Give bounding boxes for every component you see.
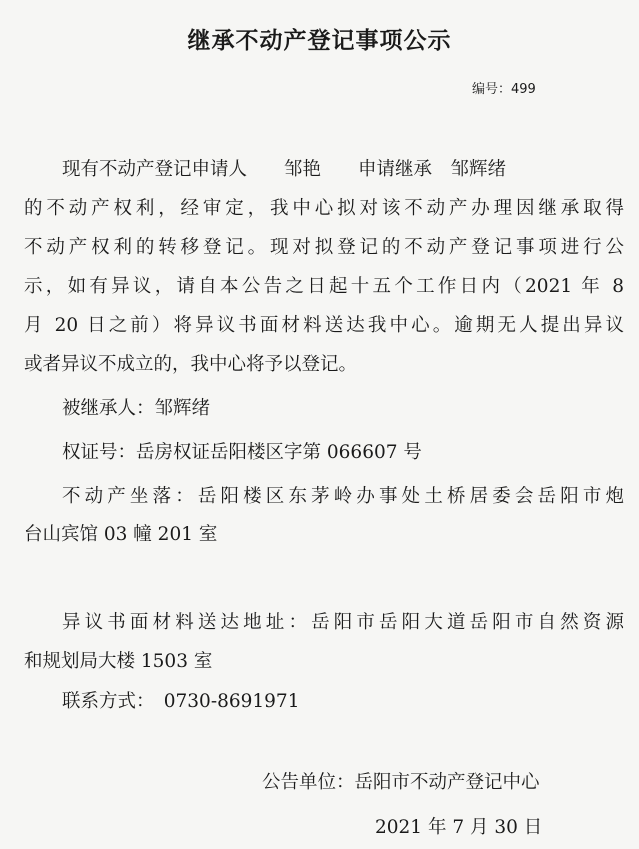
objection-address-line-2: 和规划局大楼 1503 室 (24, 651, 213, 672)
property-location-line-2: 台山宾馆 03 幢 201 室 (24, 524, 218, 545)
decedent-line: 被继承人：邹辉绪 (62, 398, 211, 419)
document-title: 继承不动产登记事项公示 (187, 28, 452, 54)
document-number: 编号：499 (472, 82, 536, 97)
body-line-6: 或者异议不成立的，我中心将予以登记。 (24, 354, 358, 375)
body-line-3: 不动产权利的转移登记。现对拟登记的不动产登记事项进行公 (24, 237, 624, 258)
contact-line: 联系方式： 0730-8691971 (62, 691, 300, 712)
property-location-line-1: 不动产坐落：岳阳楼区东茅岭办事处土桥居委会岳阳市炮 (62, 486, 624, 507)
body-line-4: 示，如有异议，请自本公告之日起十五个工作日内（2021 年 8 (24, 276, 624, 297)
body-line-1: 现有不动产登记申请人 邹艳 申请继承 邹辉绪 (62, 159, 507, 180)
issue-date: 2021 年 7 月 30 日 (375, 817, 543, 838)
issuing-unit: 公告单位：岳阳市不动产登记中心 (262, 772, 540, 793)
certificate-number-line: 权证号：岳房权证岳阳楼区字第 066607 号 (62, 442, 422, 463)
body-line-2: 的不动产权利，经审定，我中心拟对该不动产办理因继承取得 (24, 198, 624, 219)
body-line-5: 月 20 日之前）将异议书面材料送达我中心。逾期无人提出异议 (24, 315, 624, 336)
objection-address-line-1: 异议书面材料送达地址：岳阳市岳阳大道岳阳市自然资源 (62, 612, 624, 633)
